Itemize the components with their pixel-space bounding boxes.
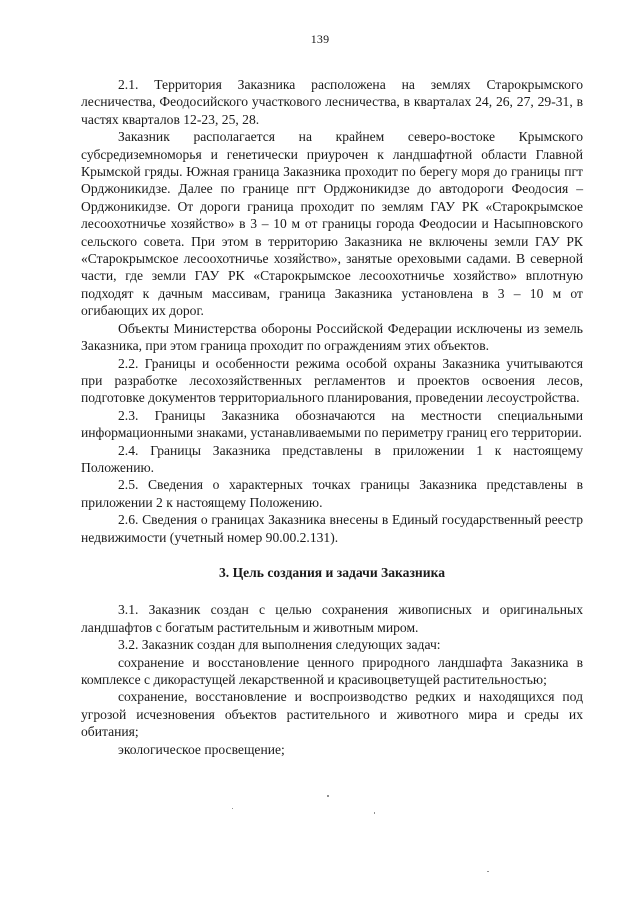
task-education: экологическое просвещение; [118,741,285,757]
paragraph-2-6: 2.6. Сведения о границах Заказника внесены в Единый государственный реестр недвижимости (учетный номер 90.00.2.131). [81,512,583,545]
paragraph-2-4: 2.4. Границы Заказника представлены в приложении 1 к настоящему Положению. [81,442,583,475]
paragraph-2-3: 2.3. Границы Заказника обозначаются на местности специальными информационными знаками, устанавливаемыми по периметру границ его территории. [81,407,583,441]
paragraph-2-1: 2.1. Территория Заказника расположена на землях Старокрымского лесничества, Феодосийского участкового лесничества, в кварталах 24, 26, 27, 29-31, в частях кварталов 12-23, 25, 28. [81,77,583,127]
task-landscape: сохранение и восстановление ценного природного ландшафта Заказника в комплексе с дикорастущей лекарственной и красивоцветущей растительностью; [81,654,583,687]
section-heading: 3. Цель создания и задачи Заказника [218,564,445,580]
paragraph-boundary-description: Заказник располагается на крайнем северо-востоке Крымского субсредиземноморья и генетически приурочен к ландшафтной области Главной Крымской гряды. Южная граница Заказника проходит по берегу моря до границы пгт Орджоникидзе. Далее по границе пгт Орджоникидзе до автодороги Феодосия – Орджоникидзе. От дороги граница проходит по землям ГАУ РК «Старокрымское лесоохотничье хозяйство» в 3 – 10 м от границы города Феодосии и Насыпновского сельского совета. При этом в территорию Заказника не включены земли ГАУ РК «Старокрымское лесоохотничье хозяйство», занятые ореховыми садами. В северной части, где земли ГАУ РК «Старокрымское лесоохотничье хозяйство» вплотную подходят к дачным массивам, граница Заказника установлена в 3 – 10 м от огибающих их дорог. [81,129,583,319]
page-number: 139 [310,32,330,46]
paragraph-defense-objects: Объекты Министерства обороны Российской Федерации исключены из земель Заказника, при этом граница проходит по ограждениям этих объектов. [81,320,583,354]
scan-speck [487,871,489,872]
paragraph-3-1: 3.1. Заказник создан с целью сохранения живописных и оригинальных ландшафтов с богатым растительным и животным миром. [81,602,583,635]
scan-speck [232,808,233,809]
paragraph-2-2: 2.2. Границы и особенности режима особой охраны Заказника учитываются при разработке лесохозяйственных регламентов и проектов освоения лесов, подготовке документов территориального планирования, проведении лесоустройства. [81,355,583,406]
paragraph-3-2: 3.2. Заказник создан для выполнения следующих задач: [118,637,441,653]
scan-speck [374,812,375,814]
task-rare-species: сохранение, восстановление и воспроизводство редких и находящихся под угрозой исчезновения объектов растительного и животного мира и среды их обитания; [81,689,583,740]
document-body [81,76,583,758]
scan-speck [327,795,329,797]
paragraph-2-5: 2.5. Сведения о характерных точках границы Заказника представлены в приложении 2 к настоящему Положению. [81,477,583,510]
